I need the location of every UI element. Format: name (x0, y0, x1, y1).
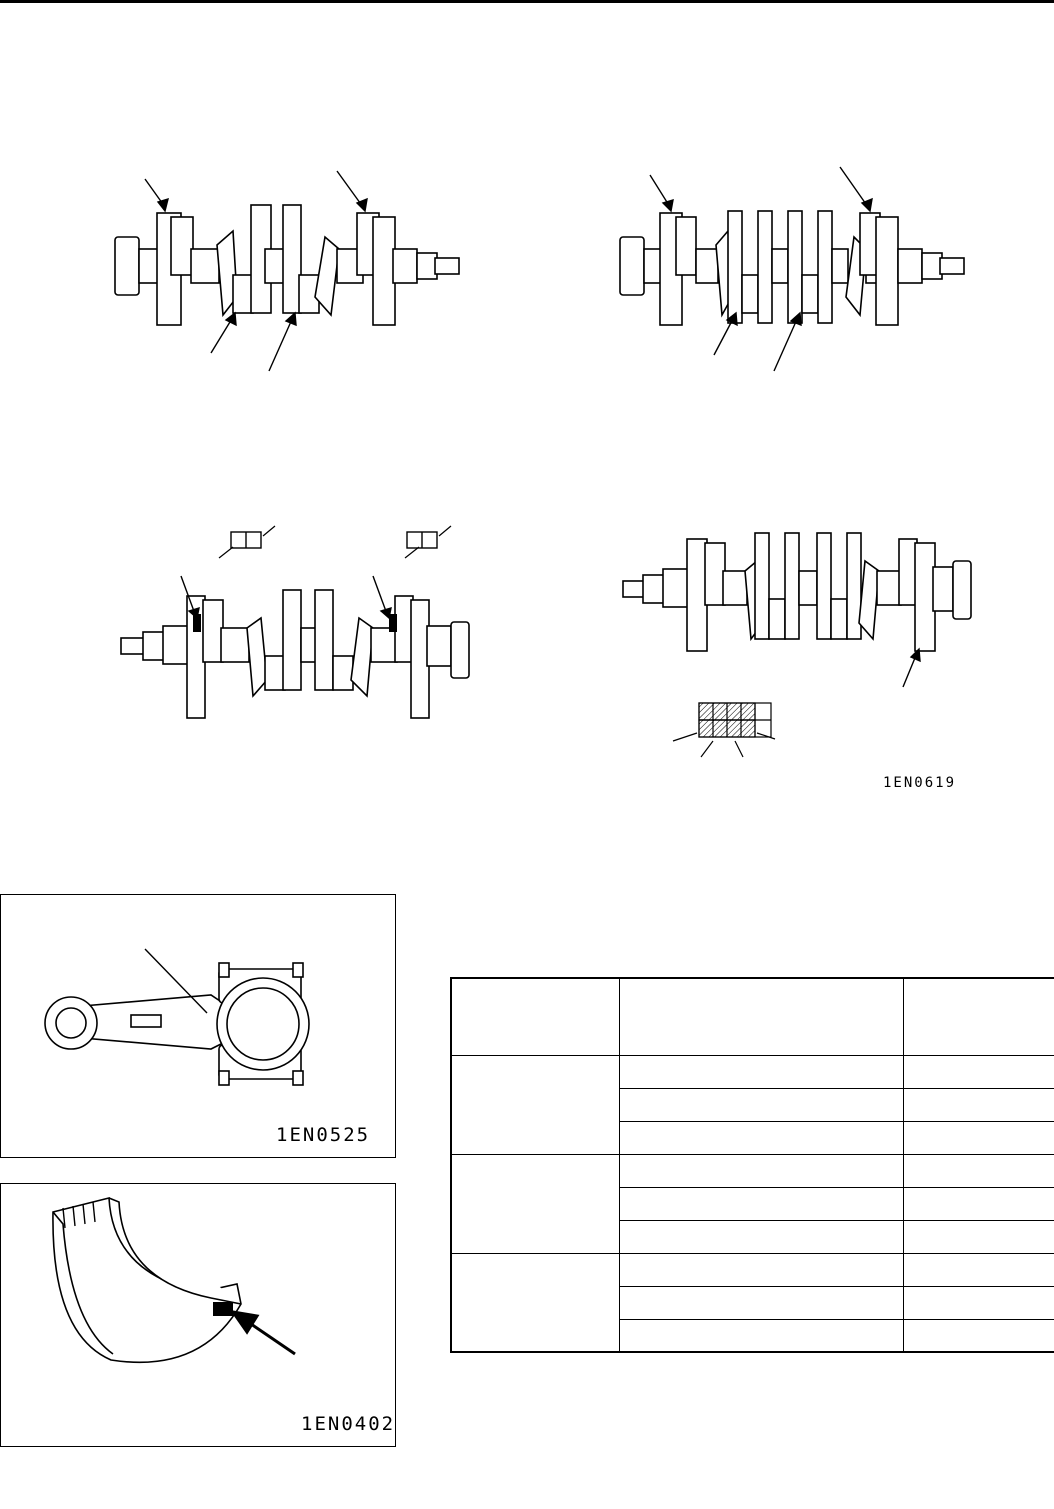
table-cell (619, 1154, 903, 1187)
table-row (451, 1253, 1054, 1286)
table-cell (903, 1319, 1054, 1352)
table-header-row (451, 978, 1054, 1055)
table-cell (903, 1055, 1054, 1088)
table-cell (619, 1187, 903, 1220)
table-cell (903, 1220, 1054, 1253)
crankshaft-diagram-top-right (610, 165, 990, 375)
bearing-shell-diagram (1, 1184, 395, 1446)
figure-box-bearing (0, 1183, 396, 1447)
connecting-rod-diagram (1, 895, 395, 1157)
table-cell (619, 1286, 903, 1319)
table-header-cell (619, 978, 903, 1055)
figure-box-connecting-rod (0, 894, 396, 1158)
figure-code-1en0619: 1EN0619 (883, 775, 957, 791)
table-cell (903, 1121, 1054, 1154)
table-header-cell (903, 978, 1054, 1055)
table-cell (619, 1253, 903, 1286)
page-top-rule (0, 0, 1054, 3)
table-cell (903, 1187, 1054, 1220)
table-cell (619, 1121, 903, 1154)
crankshaft-diagram-top-left (105, 165, 485, 375)
table-row (451, 1154, 1054, 1187)
table-header-cell (451, 978, 619, 1055)
table-group-label (451, 1253, 619, 1352)
table-group-label (451, 1055, 619, 1154)
table-cell (903, 1154, 1054, 1187)
figure-code-1en0525: 1EN0525 (276, 1124, 371, 1146)
table-cell (903, 1253, 1054, 1286)
table-cell (903, 1088, 1054, 1121)
table-cell (619, 1055, 903, 1088)
spec-table (450, 977, 1054, 1353)
crankshaft-diagram-middle-right (615, 525, 995, 791)
figure-code-1en0402: 1EN0402 (301, 1413, 395, 1435)
table-cell (619, 1220, 903, 1253)
table-cell (903, 1286, 1054, 1319)
table-group-label (451, 1154, 619, 1253)
crankshaft-diagram-middle-left (115, 520, 485, 720)
table-cell (619, 1088, 903, 1121)
table-cell (619, 1319, 903, 1352)
table-row (451, 1055, 1054, 1088)
